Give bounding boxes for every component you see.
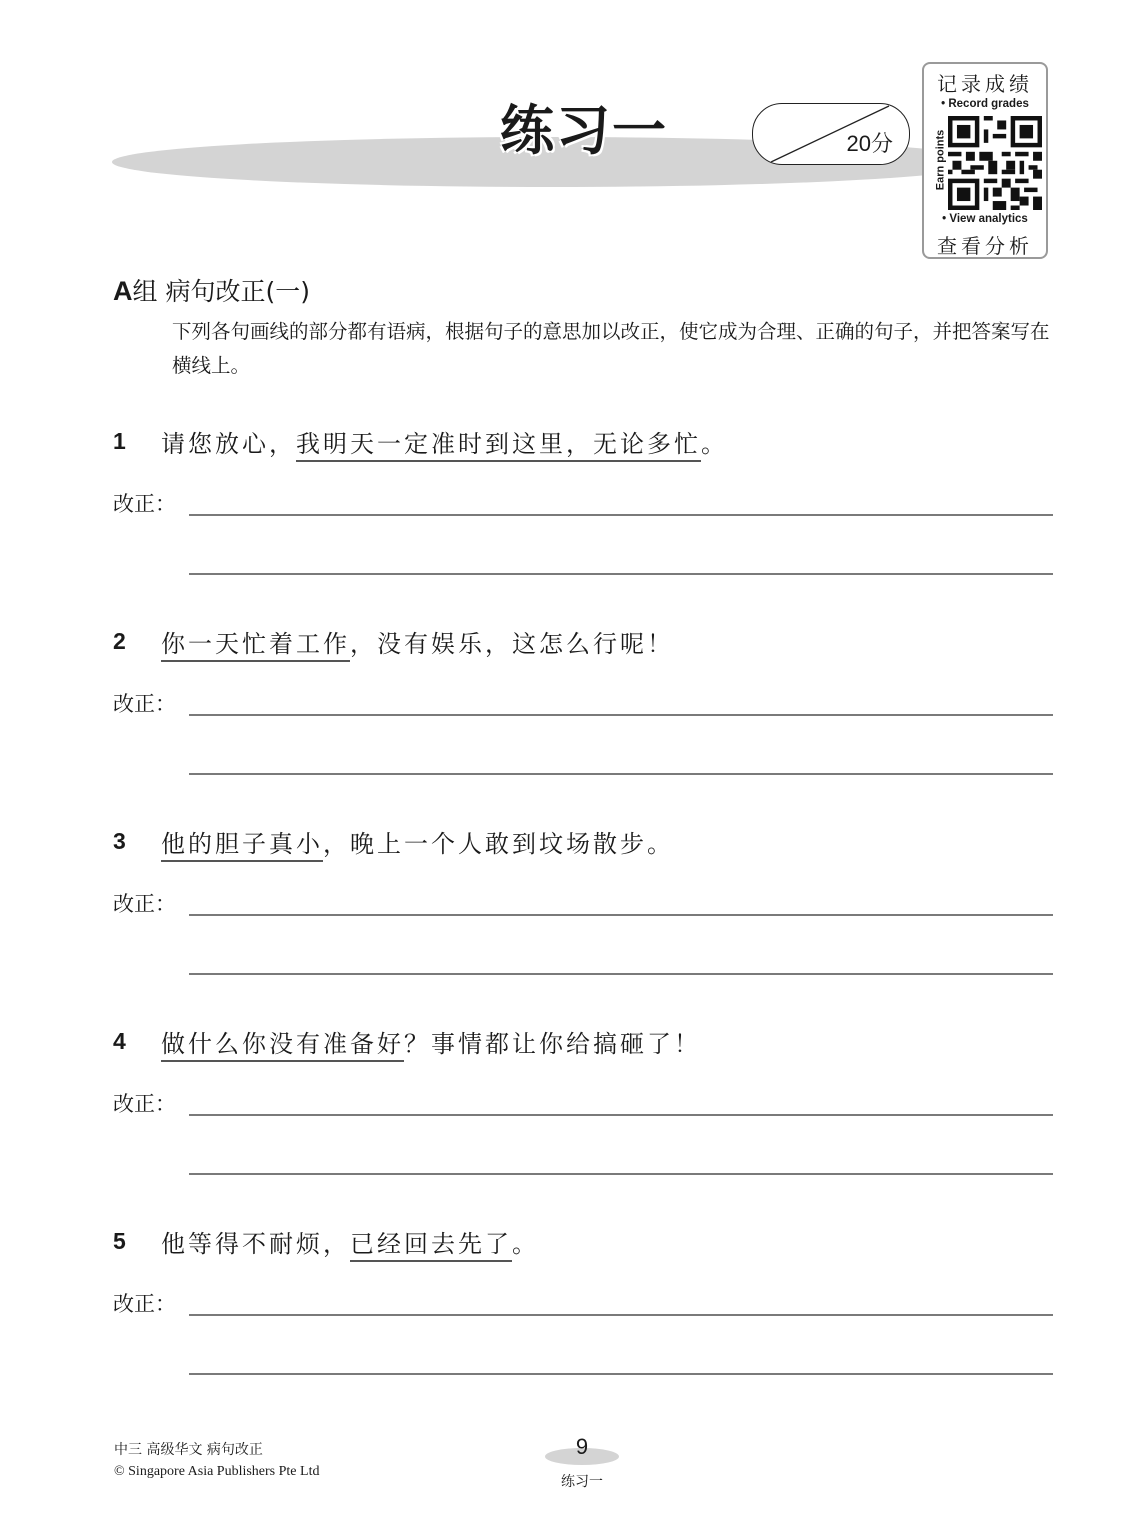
page-label: 练习一 — [561, 1474, 603, 1490]
answer-row — [113, 1088, 1053, 1118]
answer-label: 改正： — [113, 692, 176, 716]
answer-line[interactable] — [189, 714, 1053, 716]
question-number: 3 — [113, 828, 126, 854]
footer-left — [114, 1439, 319, 1483]
question-text — [161, 824, 674, 859]
answer-label: 改正： — [113, 1292, 176, 1316]
answer-line[interactable] — [189, 1173, 1053, 1175]
question-plain-text: 他等得不耐烦， — [161, 1230, 350, 1258]
question-text — [161, 1024, 701, 1059]
qr-bottom-label: 查看分析 — [937, 234, 1033, 258]
qr-top-label: 记录成绩 — [937, 72, 1033, 96]
question-5 — [113, 1224, 1053, 1316]
question-4 — [113, 1024, 1053, 1116]
question-number: 2 — [113, 628, 126, 654]
answer-row — [113, 688, 1053, 718]
underlined-error: 他的胆子真小 — [161, 830, 323, 862]
section-letter: A — [113, 276, 133, 306]
answer-line[interactable] — [189, 573, 1053, 575]
page-number: 9 — [575, 1434, 589, 1459]
underlined-error: 你一天忙着工作 — [161, 630, 350, 662]
answer-line[interactable] — [189, 1114, 1053, 1116]
copyright: © Singapore Asia Publishers Pte Ltd — [114, 1464, 320, 1479]
question-text — [161, 624, 674, 659]
question-plain-text: ？事情都让你给搞砸了！ — [404, 1030, 701, 1058]
question-plain-text: 。 — [701, 430, 728, 458]
question-plain-text: 请您放心， — [161, 430, 296, 458]
answer-row — [113, 888, 1053, 918]
answer-line[interactable] — [189, 514, 1053, 516]
answer-label: 改正： — [113, 492, 176, 516]
underlined-error: 做什么你没有准备好 — [161, 1030, 404, 1062]
section-heading — [113, 272, 310, 308]
question-1 — [113, 424, 1053, 516]
question-number: 1 — [113, 428, 126, 454]
qr-code-icon[interactable] — [948, 116, 1042, 210]
question-plain-text: 。 — [512, 1230, 539, 1258]
answer-label: 改正： — [113, 892, 176, 916]
question-text — [161, 424, 728, 459]
answer-line[interactable] — [189, 1314, 1053, 1316]
instructions: 下列各句画线的部分都有语病，根据句子的意思加以改正，使它成为合理、正确的句子，并把答案写在横线上。 — [172, 320, 1050, 377]
question-number: 4 — [113, 1028, 126, 1054]
qr-record-grades: • Record grades — [941, 98, 1029, 110]
answer-line[interactable] — [189, 1373, 1053, 1375]
qr-view-analytics: • View analytics — [942, 213, 1028, 225]
underlined-error: 我明天一定准时到这里，无论多忙 — [296, 430, 701, 462]
answer-line[interactable] — [189, 973, 1053, 975]
section-title: 组 病句改正(一) — [132, 277, 310, 306]
answer-label: 改正： — [113, 1092, 176, 1116]
question-plain-text: ，晚上一个人敢到坟场散步。 — [323, 830, 674, 858]
answer-row — [113, 1288, 1053, 1318]
answer-line[interactable] — [189, 914, 1053, 916]
answer-line[interactable] — [189, 773, 1053, 775]
book-title: 中三 高级华文 病句改正 — [114, 1442, 263, 1458]
answer-row — [113, 488, 1053, 518]
qr-earn-points: Earn points — [934, 129, 947, 191]
underlined-error: 已经回去先了 — [350, 1230, 512, 1262]
question-number: 5 — [113, 1228, 126, 1254]
question-text — [161, 1224, 539, 1259]
question-3 — [113, 824, 1053, 916]
page-title: 练习一 — [500, 99, 668, 162]
total-score: 20分 — [846, 131, 893, 156]
question-2 — [113, 624, 1053, 716]
qr-card[interactable] — [922, 62, 1048, 259]
question-plain-text: ，没有娱乐，这怎么行呢！ — [350, 630, 674, 658]
score-box — [752, 103, 910, 165]
